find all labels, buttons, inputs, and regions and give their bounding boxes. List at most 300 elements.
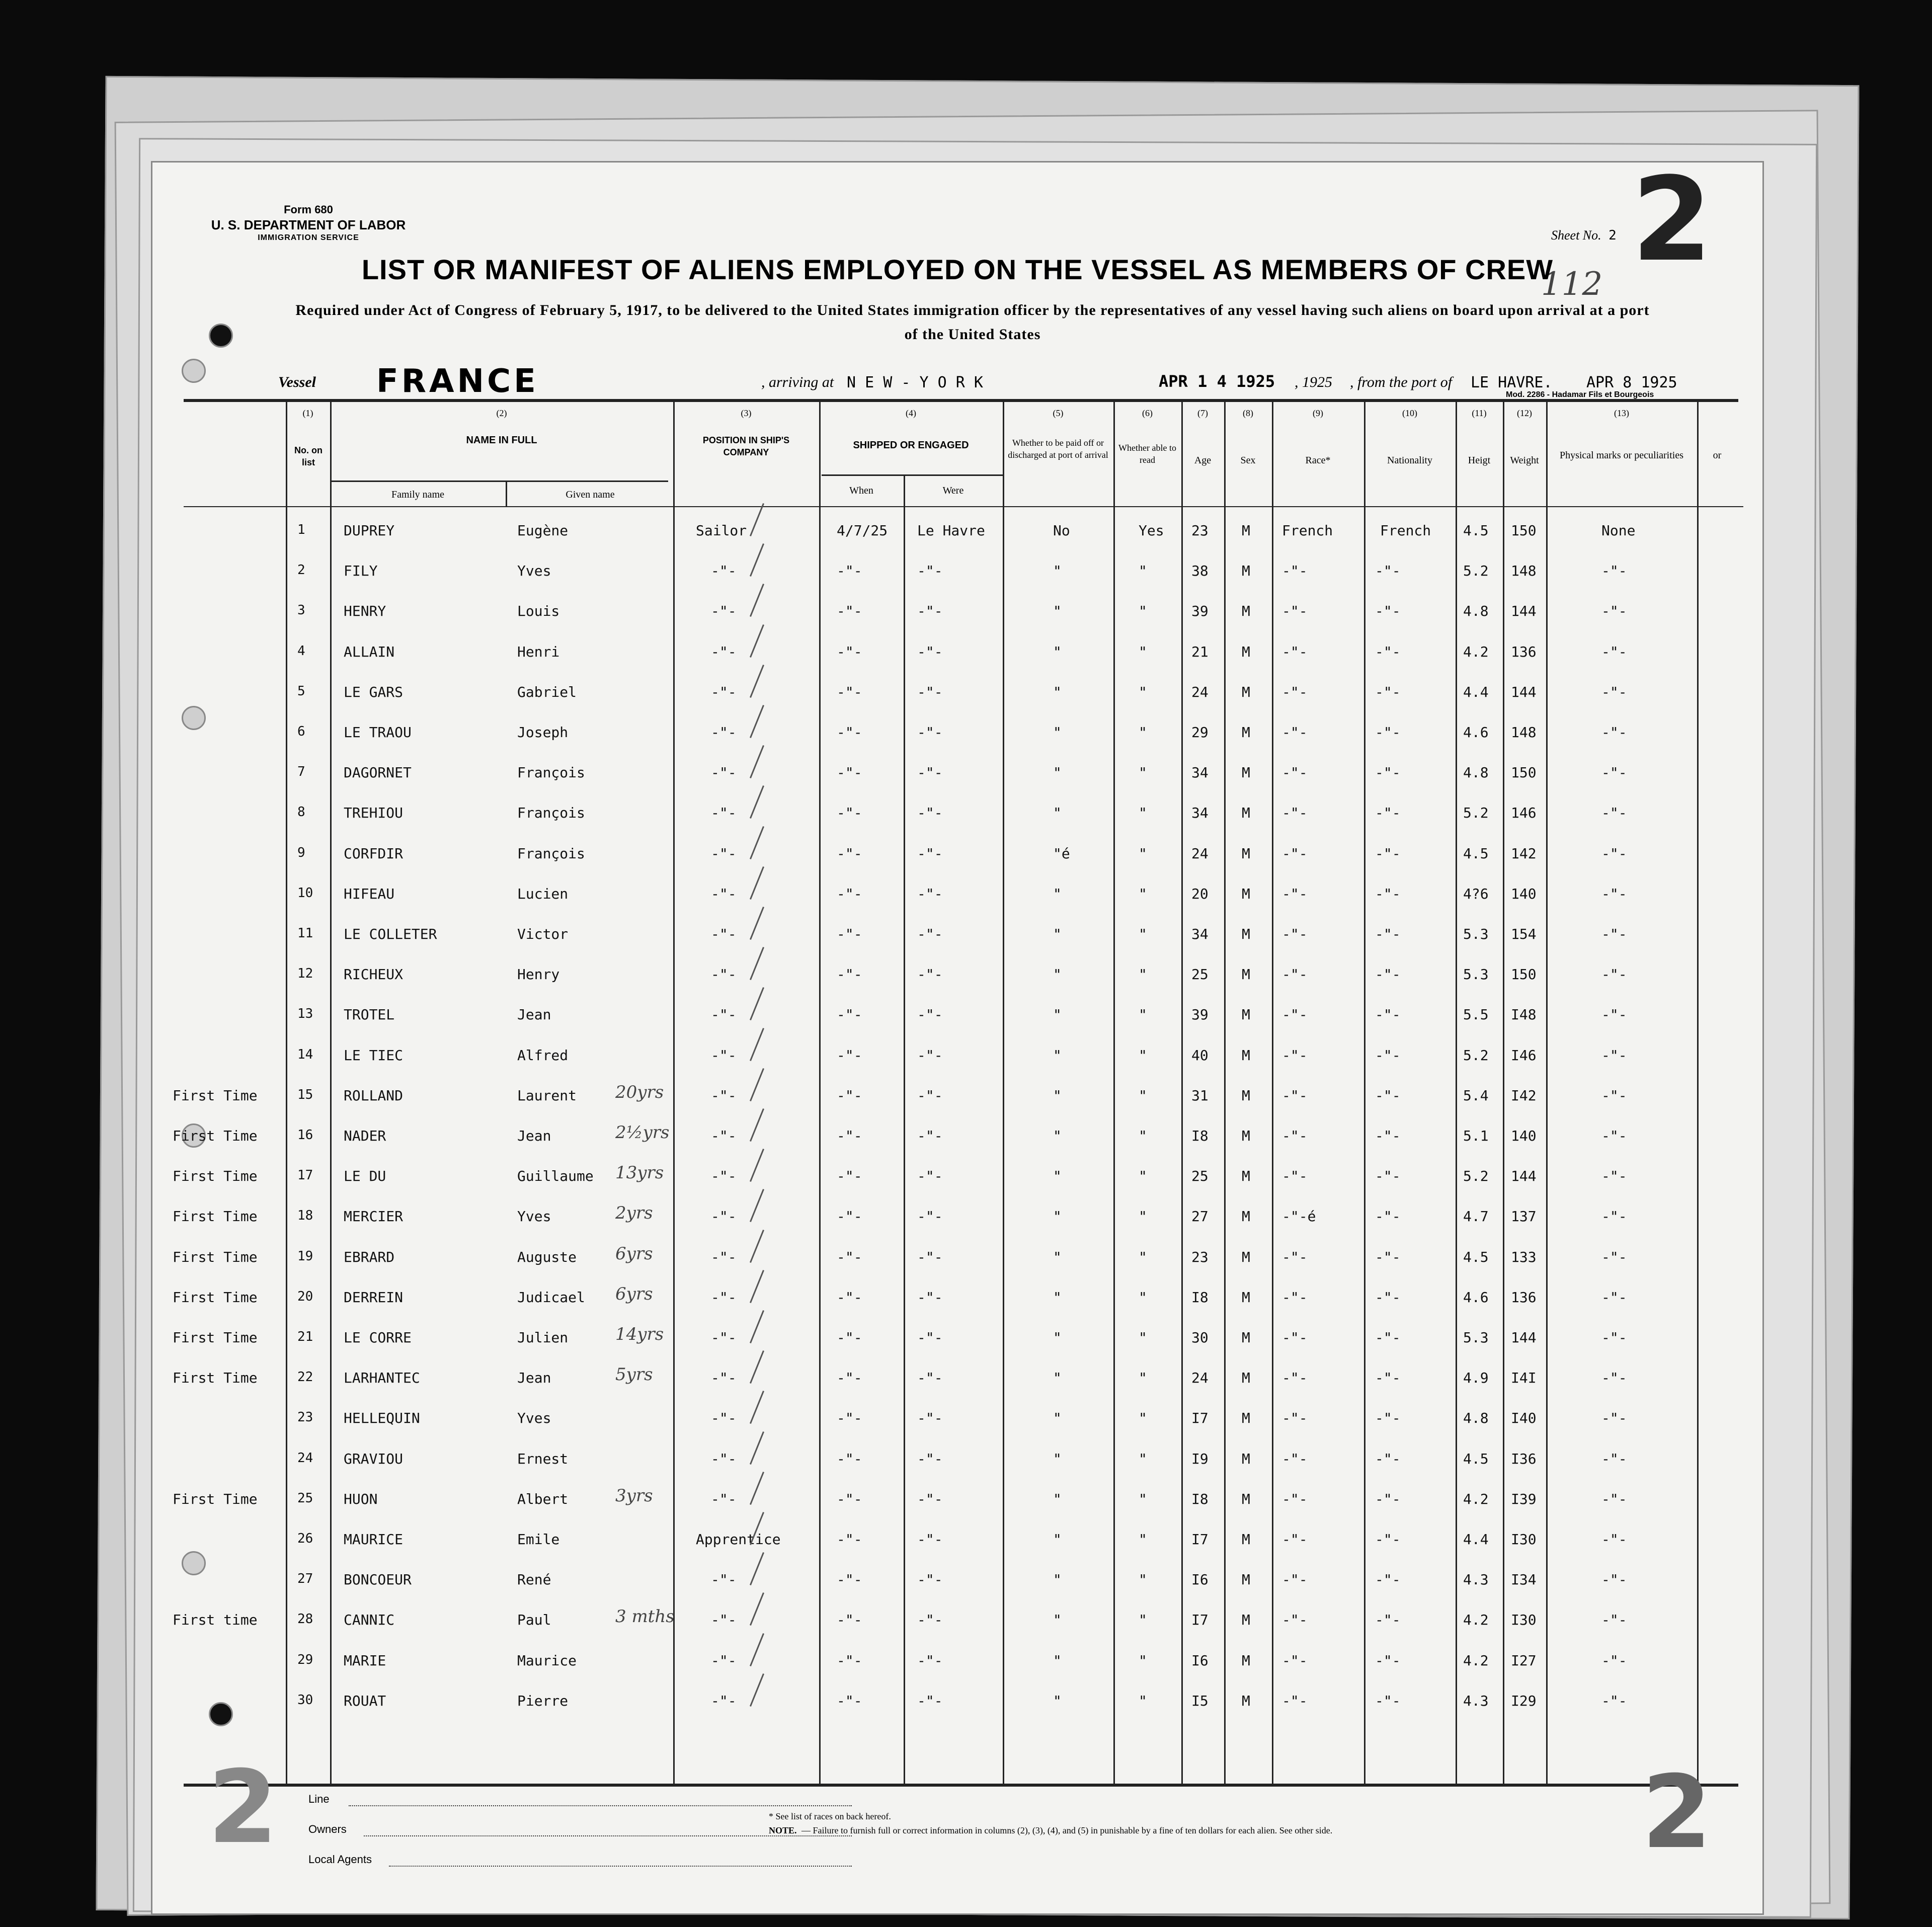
able-to-read: "	[1139, 1047, 1147, 1064]
family-name: HENRY	[344, 603, 386, 620]
height: 4.2	[1463, 1490, 1489, 1507]
given-name: François	[517, 764, 585, 781]
age: I8	[1191, 1128, 1209, 1144]
shipped-when: -"-	[837, 1329, 862, 1346]
table-top-rule	[184, 399, 1738, 402]
paid-off: "	[1053, 764, 1062, 781]
check-mark-icon	[750, 1189, 764, 1222]
family-name: LE CORRE	[344, 1329, 412, 1346]
row-number: 8	[297, 805, 305, 820]
form-number: Form 680	[284, 203, 333, 216]
height: 5.5	[1463, 1006, 1489, 1023]
family-name: LE GARS	[344, 683, 404, 700]
race: -"-	[1282, 1571, 1308, 1588]
arrival-date-stamp: APR 1 4 1925	[1159, 372, 1275, 391]
position: -"-	[711, 1128, 737, 1144]
nationality: -"-	[1375, 1289, 1401, 1306]
shipped-where: -"-	[917, 1571, 943, 1588]
handwritten-years: 13yrs	[615, 1163, 664, 1183]
able-to-read: "	[1139, 926, 1147, 942]
able-to-read: "	[1139, 1208, 1147, 1225]
age: I8	[1191, 1490, 1209, 1507]
position: -"-	[711, 1006, 737, 1023]
nationality: -"-	[1375, 1006, 1401, 1023]
sex: M	[1242, 845, 1250, 862]
given-name: Paul	[517, 1612, 551, 1629]
col-header-weight: Weight	[1510, 455, 1539, 466]
nationality: -"-	[1375, 764, 1401, 781]
check-mark-icon	[750, 1270, 764, 1303]
race: French	[1282, 522, 1333, 539]
col-rule	[819, 399, 821, 1784]
paid-off: "	[1053, 724, 1062, 741]
family-name: TROTEL	[344, 1006, 395, 1023]
shipped-where: -"-	[917, 1652, 943, 1669]
given-name: Henri	[517, 643, 560, 660]
row-number: 19	[297, 1248, 313, 1264]
position: -"-	[711, 603, 737, 620]
age: 24	[1191, 683, 1209, 700]
footer-agents-rule	[389, 1866, 852, 1867]
able-to-read: Yes	[1139, 522, 1164, 539]
check-mark-icon	[750, 1472, 764, 1505]
handwritten-years: 20yrs	[615, 1082, 664, 1102]
nationality: -"-	[1375, 845, 1401, 862]
paid-off: "	[1053, 1490, 1062, 1507]
check-mark-icon	[750, 987, 764, 1020]
given-name: Emile	[517, 1531, 560, 1548]
col-number: (7)	[1197, 408, 1208, 418]
sex: M	[1242, 724, 1250, 741]
shipped-where: -"-	[917, 563, 943, 580]
age: I7	[1191, 1531, 1209, 1548]
age: 30	[1191, 1329, 1209, 1346]
weight: 142	[1511, 845, 1537, 862]
paid-off: "	[1053, 1329, 1062, 1346]
row-number: 14	[297, 1047, 313, 1062]
paid-off: "é	[1053, 845, 1070, 862]
paid-off: "	[1053, 1128, 1062, 1144]
nationality: -"-	[1375, 966, 1401, 983]
punch-hole-icon	[182, 1551, 206, 1575]
shipped-where: -"-	[917, 724, 943, 741]
age: 40	[1191, 1047, 1209, 1064]
paid-off: No	[1053, 522, 1070, 539]
physical-marks: -"-	[1601, 1531, 1627, 1548]
sex: M	[1242, 683, 1250, 700]
handwritten-years: 3yrs	[615, 1485, 653, 1506]
race: -"-	[1282, 1006, 1308, 1023]
given-name: Gabriel	[517, 683, 577, 700]
shipped-where: -"-	[917, 1490, 943, 1507]
height: 4.5	[1463, 1248, 1489, 1265]
col-rule	[1224, 399, 1226, 1784]
shipped-where: -"-	[917, 1128, 943, 1144]
race: -"-	[1282, 1692, 1308, 1709]
nationality: -"-	[1375, 643, 1401, 660]
row-number: 22	[297, 1370, 313, 1385]
race: -"-	[1282, 1047, 1308, 1064]
position: -"-	[711, 1168, 737, 1185]
age: 34	[1191, 805, 1209, 822]
footer-line-label: Line	[308, 1793, 330, 1805]
physical-marks: -"-	[1601, 1208, 1627, 1225]
department-name: U. S. DEPARTMENT OF LABOR	[211, 217, 406, 232]
physical-marks: -"-	[1601, 1490, 1627, 1507]
shipped-when: -"-	[837, 885, 862, 902]
position: -"-	[711, 764, 737, 781]
position: -"-	[711, 1047, 737, 1064]
physical-marks: -"-	[1601, 764, 1627, 781]
shipped-where: -"-	[917, 805, 943, 822]
sex: M	[1242, 1652, 1250, 1669]
paid-off: "	[1053, 1248, 1062, 1265]
weight: 140	[1511, 1128, 1537, 1144]
punch-hole-icon	[182, 359, 206, 383]
given-name: Jean	[517, 1128, 551, 1144]
shipped-when: -"-	[837, 1047, 862, 1064]
punch-hole-icon	[209, 1702, 233, 1726]
height: 5.2	[1463, 805, 1489, 822]
given-name: François	[517, 845, 585, 862]
physical-marks: -"-	[1601, 805, 1627, 822]
weight: 150	[1511, 522, 1537, 539]
row-number: 30	[297, 1692, 313, 1708]
handwritten-years: 5yrs	[615, 1364, 653, 1385]
age: 39	[1191, 603, 1209, 620]
weight: I40	[1511, 1410, 1537, 1427]
shipped-when: -"-	[837, 1410, 862, 1427]
family-name: CANNIC	[344, 1612, 395, 1629]
shipped-where: -"-	[917, 1329, 943, 1346]
physical-marks: -"-	[1601, 966, 1627, 983]
sex: M	[1242, 563, 1250, 580]
sex: M	[1242, 1329, 1250, 1346]
family-name: ROUAT	[344, 1692, 386, 1709]
sex: M	[1242, 1370, 1250, 1387]
position: -"-	[711, 1370, 737, 1387]
height: 4?6	[1463, 885, 1489, 902]
physical-marks: -"-	[1601, 1652, 1627, 1669]
stamp-number-left: 2	[208, 1749, 278, 1866]
race: -"-	[1282, 603, 1308, 620]
col-number: (5)	[1053, 408, 1064, 418]
check-mark-icon	[750, 665, 764, 698]
check-mark-icon	[750, 1230, 764, 1263]
paid-off: "	[1053, 926, 1062, 942]
nationality: -"-	[1375, 1370, 1401, 1387]
height: 4.9	[1463, 1370, 1489, 1387]
nationality: -"-	[1375, 1047, 1401, 1064]
row-number: 13	[297, 1006, 313, 1022]
shipped-where: Le Havre	[917, 522, 985, 539]
given-name: Alfred	[517, 1047, 569, 1064]
family-name: TREHIOU	[344, 805, 404, 822]
height: 4.5	[1463, 1450, 1489, 1467]
physical-marks: -"-	[1601, 1692, 1627, 1709]
sex: M	[1242, 643, 1250, 660]
age: 27	[1191, 1208, 1209, 1225]
paid-off: "	[1053, 1047, 1062, 1064]
position: -"-	[711, 1248, 737, 1265]
shipped-when: -"-	[837, 1168, 862, 1185]
sex: M	[1242, 1047, 1250, 1064]
nationality: -"-	[1375, 1531, 1401, 1548]
position: Sailor	[696, 522, 747, 539]
age: 29	[1191, 724, 1209, 741]
col-rule	[1003, 399, 1004, 1784]
able-to-read: "	[1139, 1531, 1147, 1548]
able-to-read: "	[1139, 764, 1147, 781]
physical-marks: -"-	[1601, 683, 1627, 700]
shipped-where: -"-	[917, 1410, 943, 1427]
shipped-when: -"-	[837, 845, 862, 862]
sex: M	[1242, 966, 1250, 983]
row-number: 6	[297, 724, 305, 739]
paid-off: "	[1053, 603, 1062, 620]
shipped-where: -"-	[917, 1370, 943, 1387]
check-mark-icon	[750, 1552, 764, 1585]
position: Apprentice	[696, 1531, 781, 1548]
manifest-sheet	[151, 161, 1764, 1915]
row-number: 9	[297, 845, 305, 860]
row-number: 5	[297, 683, 305, 699]
position: -"-	[711, 845, 737, 862]
row-number: 28	[297, 1612, 313, 1627]
position: -"-	[711, 563, 737, 580]
family-name: BONCOEUR	[344, 1571, 412, 1588]
nationality: -"-	[1375, 1692, 1401, 1709]
sheet-label: Sheet No.	[1551, 228, 1601, 243]
nationality: -"-	[1375, 603, 1401, 620]
shipped-where: -"-	[917, 1289, 943, 1306]
age: I7	[1191, 1410, 1209, 1427]
able-to-read: "	[1139, 1612, 1147, 1629]
paid-off: "	[1053, 563, 1062, 580]
family-name: HIFEAU	[344, 885, 395, 902]
shipped-when: -"-	[837, 764, 862, 781]
footer-agents-label: Local Agents	[308, 1853, 372, 1866]
able-to-read: "	[1139, 1692, 1147, 1709]
height: 4.5	[1463, 845, 1489, 862]
check-mark-icon	[750, 1592, 764, 1626]
race: -"-	[1282, 1612, 1308, 1629]
row-note: First Time	[173, 1168, 258, 1185]
shipped-when: -"-	[837, 805, 862, 822]
age: 23	[1191, 1248, 1209, 1265]
paid-off: "	[1053, 1652, 1062, 1669]
weight: I36	[1511, 1450, 1537, 1467]
handwritten-years: 6yrs	[615, 1283, 653, 1304]
given-name: Judicael	[517, 1289, 585, 1306]
given-name: Victor	[517, 926, 569, 942]
weight: I34	[1511, 1571, 1537, 1588]
col-number: (4)	[906, 408, 916, 418]
check-mark-icon	[750, 584, 764, 617]
nationality: -"-	[1375, 926, 1401, 942]
col-header-read: Whether able to read	[1118, 443, 1176, 465]
family-name: LE DU	[344, 1168, 386, 1185]
able-to-read: "	[1139, 1490, 1147, 1507]
height: 5.3	[1463, 1329, 1489, 1346]
shipped-when: -"-	[837, 603, 862, 620]
able-to-read: "	[1139, 603, 1147, 620]
family-name: DAGORNET	[344, 764, 412, 781]
paid-off: "	[1053, 1571, 1062, 1588]
col-number: (10)	[1402, 408, 1417, 418]
check-mark-icon	[750, 1108, 764, 1142]
physical-marks: -"-	[1601, 1128, 1627, 1144]
age: I8	[1191, 1289, 1209, 1306]
weight: I39	[1511, 1490, 1537, 1507]
given-name: Guillaume	[517, 1168, 594, 1185]
shipped-when: -"-	[837, 1128, 862, 1144]
given-name: Jean	[517, 1006, 551, 1023]
shipped-when: -"-	[837, 966, 862, 983]
able-to-read: "	[1139, 724, 1147, 741]
weight: I4I	[1511, 1370, 1537, 1387]
age: 34	[1191, 926, 1209, 942]
race: -"-	[1282, 1652, 1308, 1669]
given-name: Henry	[517, 966, 560, 983]
shipped-when: -"-	[837, 1006, 862, 1023]
able-to-read: "	[1139, 845, 1147, 862]
physical-marks: -"-	[1601, 563, 1627, 580]
given-name: Yves	[517, 1208, 551, 1225]
race: -"-	[1282, 1248, 1308, 1265]
col-number: (1)	[302, 408, 313, 418]
able-to-read: "	[1139, 966, 1147, 983]
given-name: René	[517, 1571, 551, 1588]
race: -"-	[1282, 1531, 1308, 1548]
shipped-when: -"-	[837, 1652, 862, 1669]
age: 25	[1191, 966, 1209, 983]
family-name: LE COLLETER	[344, 926, 437, 942]
able-to-read: "	[1139, 1329, 1147, 1346]
page-title: LIST OR MANIFEST OF ALIENS EMPLOYED ON THE VESSEL AS MEMBERS OF CREW	[361, 254, 1554, 285]
arriving-label: , arriving at	[761, 374, 834, 390]
nationality: -"-	[1375, 885, 1401, 902]
sex: M	[1242, 522, 1250, 539]
able-to-read: "	[1139, 1289, 1147, 1306]
given-name: Joseph	[517, 724, 569, 741]
paid-off: "	[1053, 1168, 1062, 1185]
shipped-where: -"-	[917, 1531, 943, 1548]
sheet-big-number: 2	[1632, 161, 1713, 287]
weight: 150	[1511, 966, 1537, 983]
shipped-where: -"-	[917, 926, 943, 942]
shipped-when: -"-	[837, 1087, 862, 1104]
position: -"-	[711, 926, 737, 942]
race: -"-	[1282, 1370, 1308, 1387]
race: -"-	[1282, 724, 1308, 741]
given-name: Louis	[517, 603, 560, 620]
family-name: MARIE	[344, 1652, 386, 1669]
physical-marks: -"-	[1601, 1047, 1627, 1064]
col-number: (8)	[1243, 408, 1253, 418]
position: -"-	[711, 1410, 737, 1427]
physical-marks: -"-	[1601, 724, 1627, 741]
given-name: Laurent	[517, 1087, 577, 1104]
col-number: (2)	[496, 408, 507, 418]
paid-off: "	[1053, 1006, 1062, 1023]
stamp-number-right: 2	[1642, 1754, 1712, 1871]
col-rule	[904, 474, 905, 1784]
check-mark-icon	[750, 503, 764, 536]
col-header-where: Were	[942, 485, 964, 496]
sex: M	[1242, 926, 1250, 942]
physical-marks: -"-	[1601, 1571, 1627, 1588]
race: -"-	[1282, 845, 1308, 862]
nationality: -"-	[1375, 1450, 1401, 1467]
weight: 144	[1511, 683, 1537, 700]
weight: 140	[1511, 885, 1537, 902]
note-text: — Failure to furnish full or correct information in columns (2), (3), (4), and (5) in punishable by a fine of ten dollars for each alien. See other side.	[801, 1825, 1333, 1835]
sex: M	[1242, 1168, 1250, 1185]
shipped-when: -"-	[837, 1248, 862, 1265]
height: 4.2	[1463, 1652, 1489, 1669]
row-number: 1	[297, 522, 305, 537]
weight: 133	[1511, 1248, 1537, 1265]
shipped-when: -"-	[837, 643, 862, 660]
col-header-shipped: SHIPPED OR ENGAGED	[853, 440, 969, 451]
shipped-when: -"-	[837, 1490, 862, 1507]
shipped-where: -"-	[917, 1612, 943, 1629]
shipped-where: -"-	[917, 1248, 943, 1265]
family-name: LARHANTEC	[344, 1370, 420, 1387]
height: 4.7	[1463, 1208, 1489, 1225]
family-name: HELLEQUIN	[344, 1410, 420, 1427]
col-rule	[1546, 399, 1548, 1784]
sex: M	[1242, 1692, 1250, 1709]
family-name: HUON	[344, 1490, 378, 1507]
col-number: (3)	[741, 408, 752, 418]
sex: M	[1242, 1612, 1250, 1629]
paid-off: "	[1053, 1410, 1062, 1427]
race: -"-	[1282, 764, 1308, 781]
nationality: -"-	[1375, 1410, 1401, 1427]
paid-off: "	[1053, 643, 1062, 660]
nationality: -"-	[1375, 1612, 1401, 1629]
name-subheader-rule	[331, 480, 668, 482]
col-rule	[1113, 399, 1115, 1784]
weight: 148	[1511, 563, 1537, 580]
row-number: 24	[297, 1450, 313, 1466]
sex: M	[1242, 603, 1250, 620]
shipped-where: -"-	[917, 1168, 943, 1185]
height: 5.2	[1463, 1168, 1489, 1185]
check-mark-icon	[750, 1350, 764, 1384]
family-name: FILY	[344, 563, 378, 580]
sex: M	[1242, 1410, 1250, 1427]
race: -"-	[1282, 1289, 1308, 1306]
age: I6	[1191, 1652, 1209, 1669]
sex: M	[1242, 1208, 1250, 1225]
family-name: LE TRAOU	[344, 724, 412, 741]
note-label: NOTE.	[769, 1825, 797, 1835]
able-to-read: "	[1139, 1370, 1147, 1387]
paid-off: "	[1053, 1370, 1062, 1387]
col-rule	[330, 399, 332, 1784]
family-name: ROLLAND	[344, 1087, 404, 1104]
row-number: 20	[297, 1289, 313, 1304]
age: I9	[1191, 1450, 1209, 1467]
nationality: -"-	[1375, 1208, 1401, 1225]
able-to-read: "	[1139, 1410, 1147, 1427]
age: 20	[1191, 885, 1209, 902]
sheet-number	[1551, 228, 1617, 243]
row-note: First Time	[173, 1128, 258, 1144]
